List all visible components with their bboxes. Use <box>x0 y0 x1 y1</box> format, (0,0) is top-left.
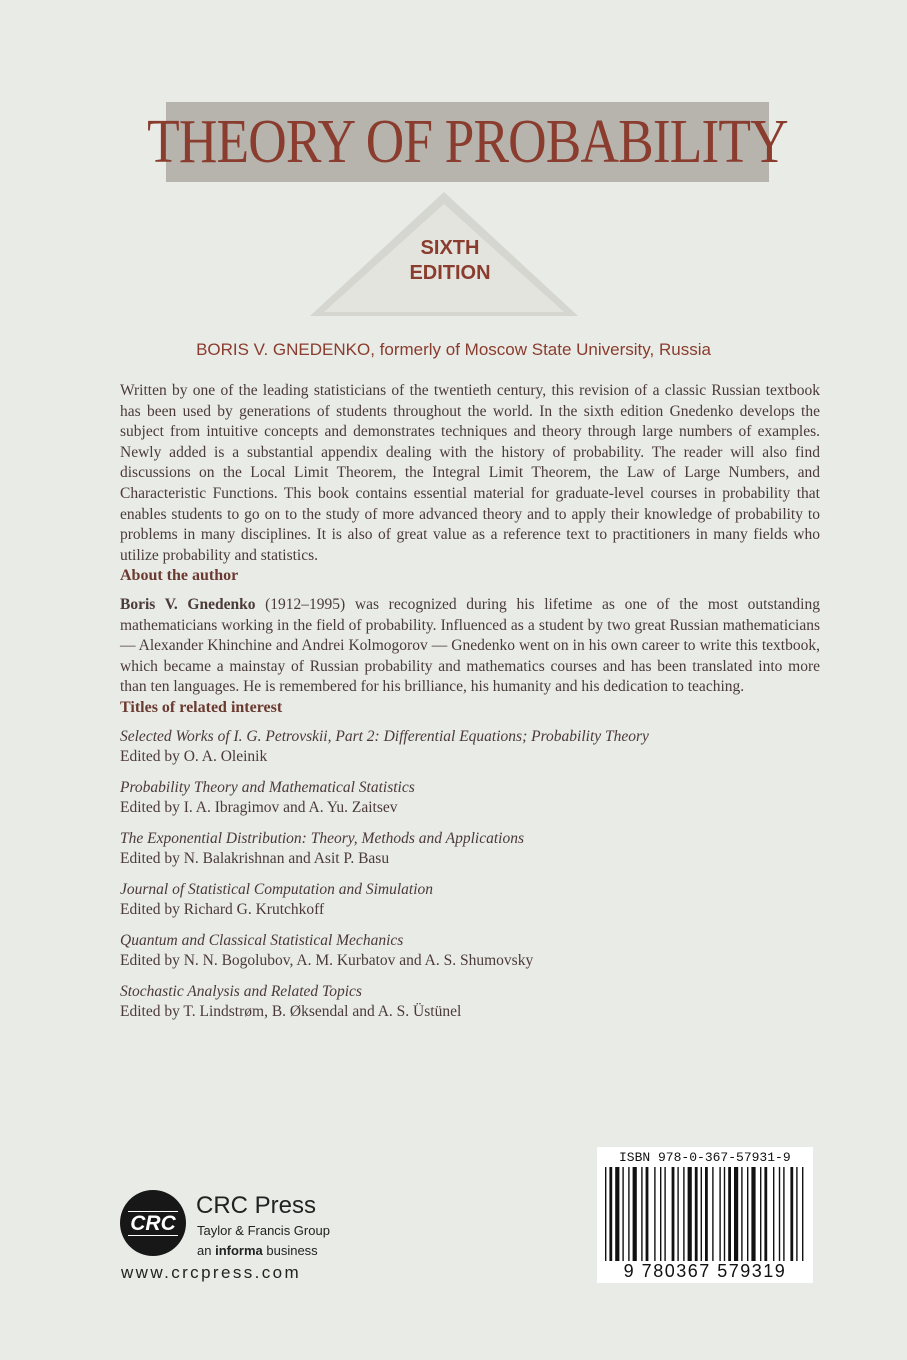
barcode-number: 9 780367 579319 <box>597 1261 813 1282</box>
related-title: Selected Works of I. G. Petrovskii, Part 2: Differential Equations; Probability Theory <box>120 727 649 745</box>
author-name: Boris V. Gnedenko <box>120 595 256 613</box>
related-editors: Edited by O. A. Oleinik <box>120 748 268 765</box>
related-editors: Edited by T. Lindstrøm, B. Øksendal and A. S. Üstünel <box>120 1003 462 1020</box>
related-title: Stochastic Analysis and Related Topics <box>120 982 362 1000</box>
isbn-label: ISBN 978-0-367-57931-9 <box>619 1150 791 1165</box>
related-titles-list <box>120 727 820 1023</box>
barcode-bars-icon <box>603 1167 807 1267</box>
description: Written by one of the leading statisticians of the twentieth century, this revision of a classic Russian textbook has been used by generations of students throughout the world. In the sixth edition Gnedenko develops the subject from intuitive concepts and demonstrates techniques and theory through large numbers of examples. Newly added is a substantial appendix dealing with the history of probability. The reader will also find discussions on the Local Limit Theorem, the Integral Limit Theorem, the Law of Large Numbers, and Characteristic Functions. This book contains essential material for graduate-level courses in probability that enables students to go on to the study of more advanced theory and to apply their knowledge of probability to problems in many disciplines. It is also of great value as a reference text to practitioners in many fields who utilize probability and statistics. <box>120 382 820 564</box>
related-titles-heading: Titles of related interest <box>120 698 283 716</box>
author-bio: (1912–1995) was recognized during his lifetime as one of the most outstanding mathematicians working in the field of probability. Influenced as a student by two great Russian mathematicians — Alexander Khinchine and Andrei Kolmogorov — Gnedenko went on in his own career to write this textbook, which became a mainstay of Russian probability and mathematics courses and has been translated into more than ten languages. He is remembered for his brilliance, his humanity and his dedication to teaching. <box>120 595 820 696</box>
publisher-url: www.crcpress.com <box>121 1263 302 1282</box>
publisher-informa: an informa business <box>197 1243 318 1258</box>
related-title: The Exponential Distribution: Theory, Methods and Applications <box>120 829 524 847</box>
related-title-item <box>120 778 820 819</box>
about-author-heading: About the author <box>120 567 239 585</box>
related-title-item <box>120 727 820 768</box>
book-title: THEORY OF PROBABILITY <box>147 108 788 176</box>
title-band <box>147 102 788 182</box>
edition-label <box>380 236 520 286</box>
related-title: Probability Theory and Mathematical Statistics <box>120 778 415 796</box>
related-editors: Edited by Richard G. Krutchkoff <box>120 901 325 918</box>
related-title: Quantum and Classical Statistical Mechanics <box>120 931 404 949</box>
edition-line-2: EDITION <box>409 262 491 284</box>
author-line: BORIS V. GNEDENKO, formerly of Moscow State University, Russia <box>196 340 711 359</box>
barcode <box>597 1147 813 1283</box>
publisher-group: Taylor & Francis Group <box>197 1223 330 1238</box>
edition-line-1: SIXTH <box>420 237 480 259</box>
crc-logo-icon: CRC <box>120 1190 186 1256</box>
back-cover-content <box>120 381 820 1033</box>
related-title: Journal of Statistical Computation and Simulation <box>120 880 434 898</box>
about-author-text <box>120 595 820 698</box>
related-title-item <box>120 931 820 972</box>
related-editors: Edited by N. Balakrishnan and Asit P. Basu <box>120 850 390 867</box>
publisher-name: CRC Press <box>196 1192 317 1219</box>
related-title-item <box>120 982 820 1023</box>
related-title-item <box>120 880 820 921</box>
related-editors: Edited by I. A. Ibragimov and A. Yu. Zaitsev <box>120 799 398 816</box>
related-title-item <box>120 829 820 870</box>
related-editors: Edited by N. N. Bogolubov, A. M. Kurbatov and A. S. Shumovsky <box>120 952 534 969</box>
